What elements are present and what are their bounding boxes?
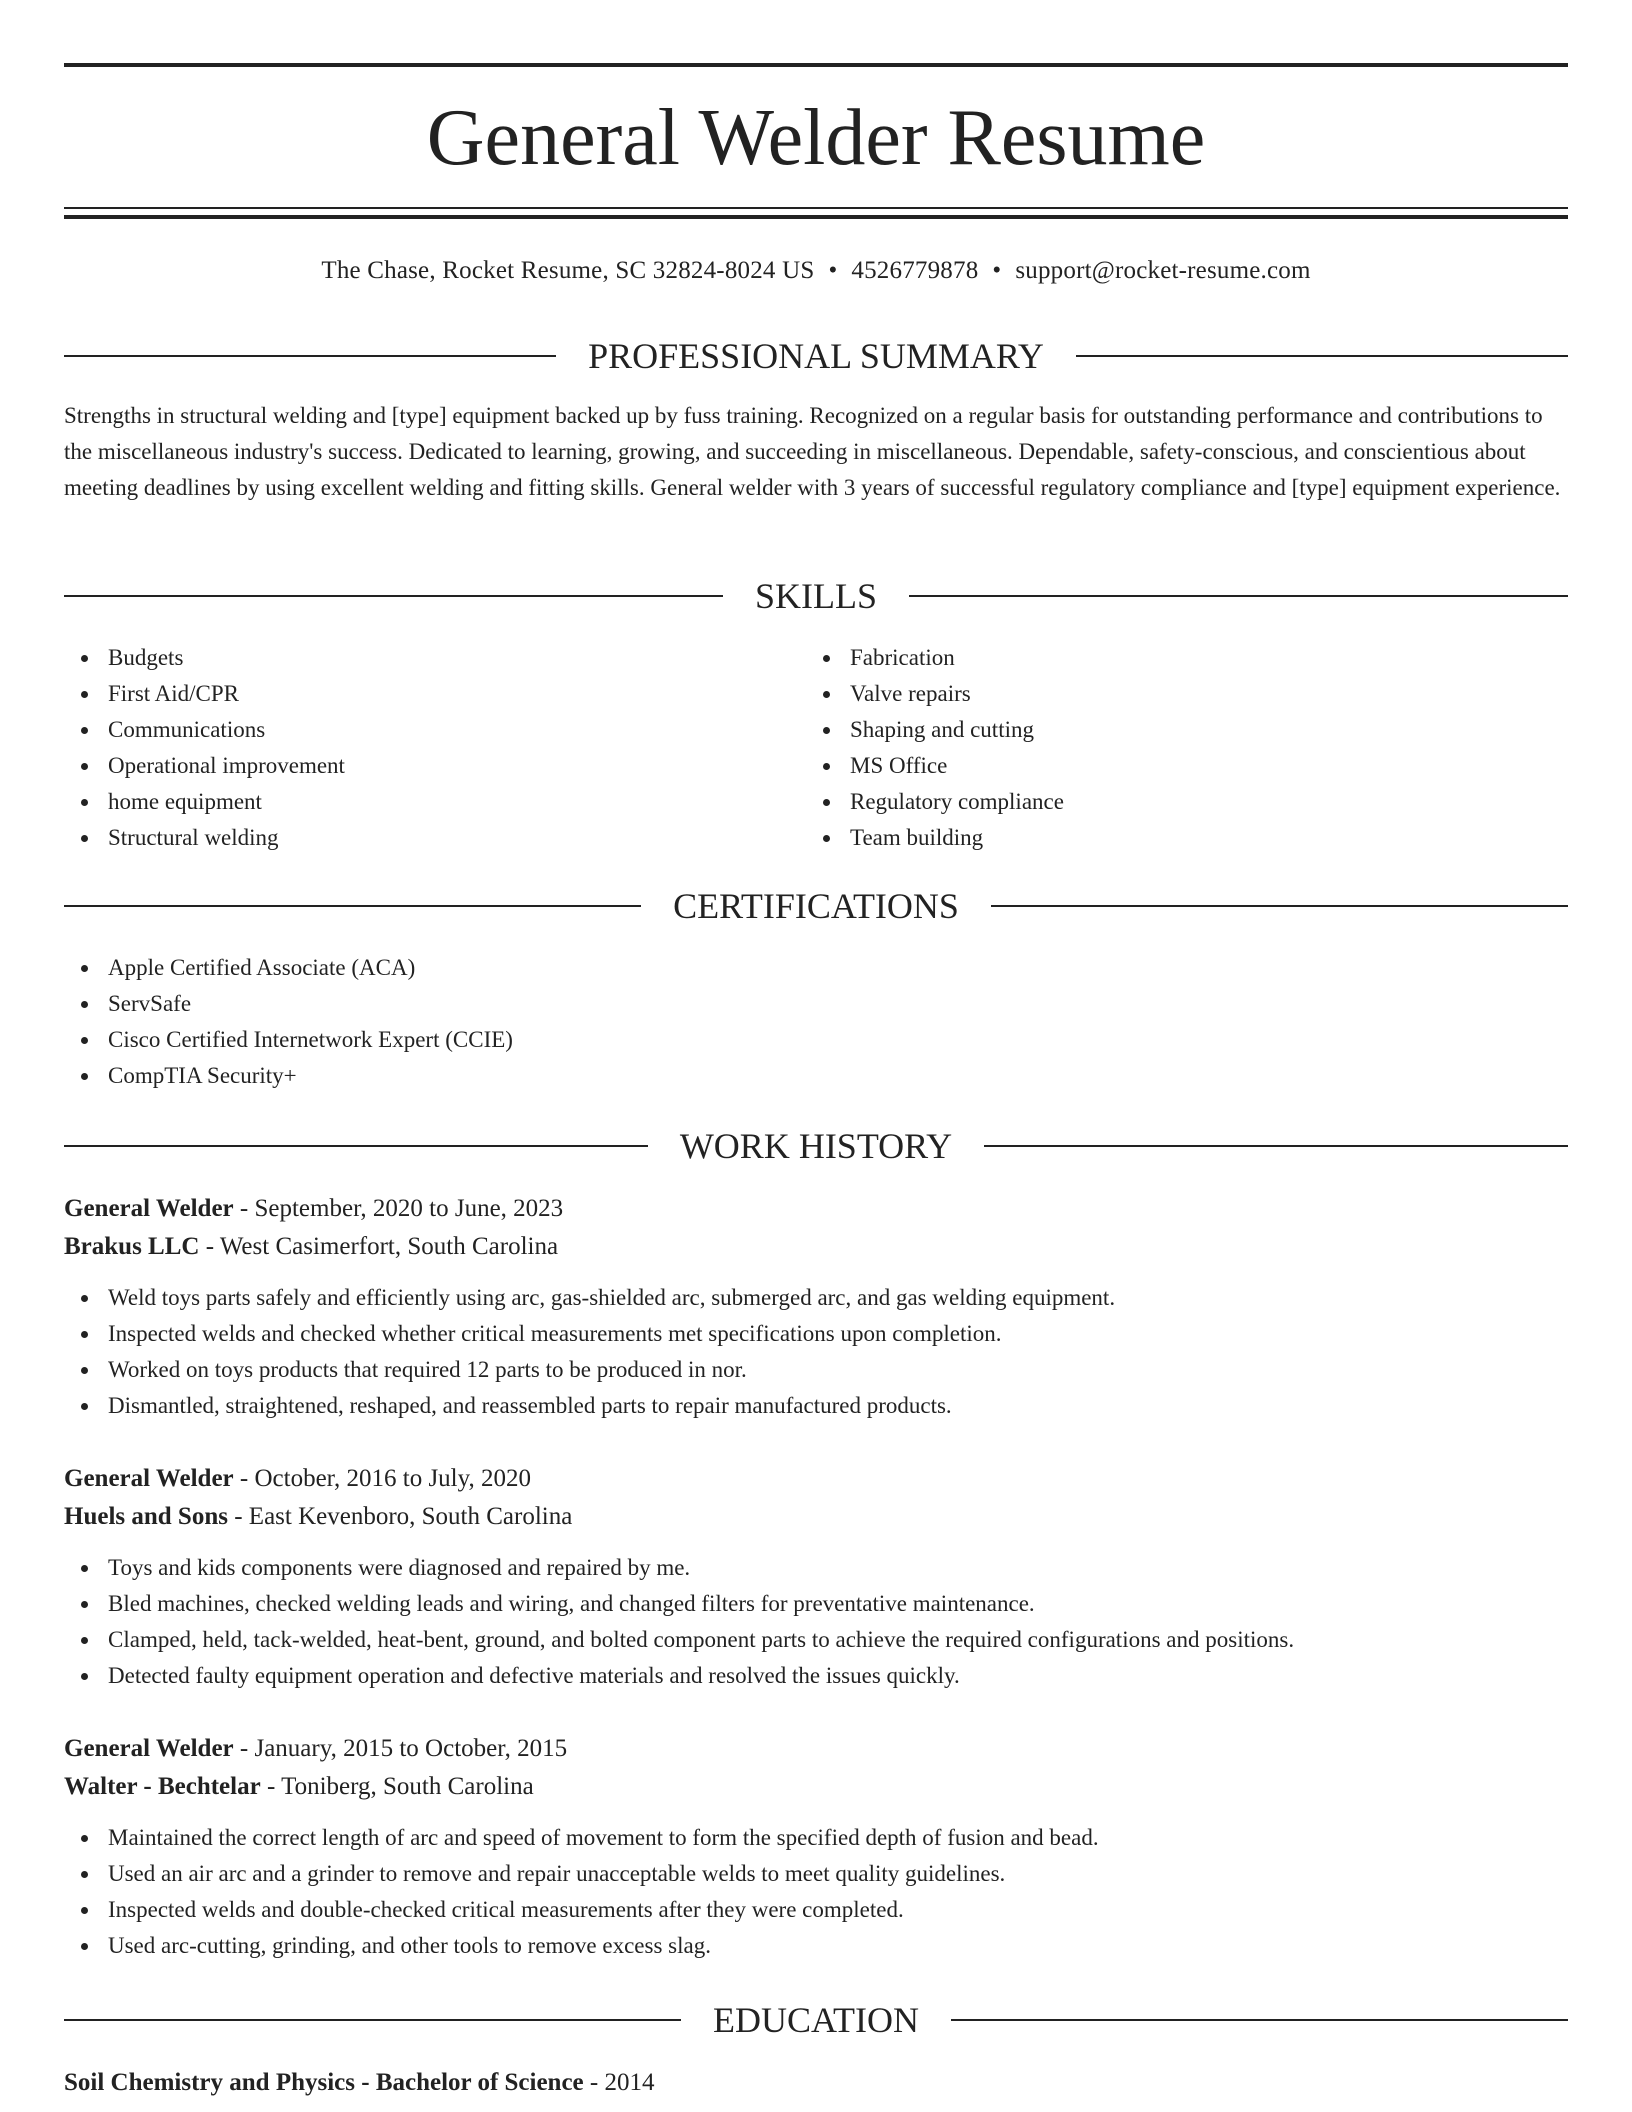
job-location: - Toniberg, South Carolina bbox=[260, 1773, 534, 1800]
contact-separator: • bbox=[992, 257, 1002, 284]
job-duties-list bbox=[64, 1820, 1568, 1964]
section-heading-work-history bbox=[64, 1124, 1568, 1168]
section-title: EDUCATION bbox=[713, 2000, 919, 2040]
job-dates: - January, 2015 to October, 2015 bbox=[233, 1735, 568, 1762]
section-heading-skills bbox=[64, 574, 1568, 618]
job-title: General Welder bbox=[64, 1465, 234, 1492]
job-company: Huels and Sons bbox=[64, 1503, 228, 1530]
job-duty: Bled machines, checked welding leads and wiring, and changed filters for preventative maintenance. bbox=[64, 1586, 1568, 1622]
heading-rule bbox=[951, 2019, 1568, 2021]
heading-rule bbox=[991, 905, 1568, 907]
heading-rule bbox=[64, 905, 641, 907]
section-heading-certifications bbox=[64, 884, 1568, 928]
education-degree: Soil Chemistry and Physics - Bachelor of Science bbox=[64, 2069, 584, 2096]
skill-item: Regulatory compliance bbox=[806, 784, 1506, 820]
job-duty: Used arc-cutting, grinding, and other tools to remove excess slag. bbox=[64, 1928, 1568, 1964]
job-title-line bbox=[64, 1730, 1568, 1768]
skill-item: Shaping and cutting bbox=[806, 712, 1506, 748]
job-title-line bbox=[64, 1190, 1568, 1228]
section-heading-education bbox=[64, 1998, 1568, 2042]
contact-phone: 4526779878 bbox=[851, 257, 979, 284]
skill-item: Operational improvement bbox=[64, 748, 764, 784]
job-duty: Dismantled, straightened, reshaped, and reassembled parts to repair manufactured products. bbox=[64, 1388, 1568, 1424]
section-title: CERTIFICATIONS bbox=[673, 886, 959, 926]
job-entry bbox=[64, 1460, 1568, 1694]
summary-text: Strengths in structural welding and [type] equipment backed up by fuss training. Recognized on a regular basis for outstanding performance and contributions to the miscellaneous industry's success. Dedicated to learning, growing, and succeeding in miscellaneous. Dependable, safety-conscious, and conscientious about meeting deadlines by using excellent welding and fitting skills. General welder with 3 years of successful regulatory compliance and [type] equipment experience. bbox=[64, 403, 1561, 500]
heading-rule bbox=[64, 2019, 681, 2021]
job-duty: Used an air arc and a grinder to remove and repair unacceptable welds to meet quality guidelines. bbox=[64, 1856, 1568, 1892]
section-title: PROFESSIONAL SUMMARY bbox=[588, 336, 1044, 376]
job-company: Walter - Bechtelar bbox=[64, 1773, 261, 1800]
job-duty: Toys and kids components were diagnosed and repaired by me. bbox=[64, 1550, 1568, 1586]
top-rule bbox=[64, 63, 1568, 67]
certification-item: Apple Certified Associate (ACA) bbox=[64, 950, 1064, 986]
education-year: - 2014 bbox=[583, 2069, 655, 2096]
contact-line bbox=[64, 254, 1568, 288]
title-rule-thick bbox=[64, 215, 1568, 219]
job-company-line bbox=[64, 1768, 1568, 1806]
job-title: General Welder bbox=[64, 1735, 234, 1762]
job-duty: Inspected welds and double-checked critical measurements after they were completed. bbox=[64, 1892, 1568, 1928]
title-rule-thin bbox=[64, 207, 1568, 209]
job-company-line bbox=[64, 1498, 1568, 1536]
certification-item: CompTIA Security+ bbox=[64, 1058, 1064, 1094]
skill-item: First Aid/CPR bbox=[64, 676, 764, 712]
education-entry bbox=[64, 2064, 654, 2102]
skill-item: Team building bbox=[806, 820, 1506, 856]
skill-item: home equipment bbox=[64, 784, 764, 820]
job-dates: - October, 2016 to July, 2020 bbox=[233, 1465, 531, 1492]
contact-address: The Chase, Rocket Resume, SC 32824-8024 US bbox=[321, 257, 815, 284]
resume-title: General Welder Resume bbox=[426, 94, 1206, 182]
certification-item: ServSafe bbox=[64, 986, 1064, 1022]
heading-rule bbox=[64, 355, 556, 357]
certifications-list bbox=[64, 950, 1064, 1094]
skills-list-left bbox=[64, 640, 764, 856]
job-duty: Maintained the correct length of arc and speed of movement to form the specified depth of fusion and bead. bbox=[64, 1820, 1568, 1856]
job-title-line bbox=[64, 1460, 1568, 1498]
job-duty: Detected faulty equipment operation and defective materials and resolved the issues quickly. bbox=[64, 1658, 1568, 1694]
skills-list-right bbox=[806, 640, 1506, 856]
skill-item: MS Office bbox=[806, 748, 1506, 784]
job-location: - West Casimerfort, South Carolina bbox=[199, 1233, 559, 1260]
certification-item: Cisco Certified Internetwork Expert (CCIE) bbox=[64, 1022, 1064, 1058]
contact-separator: • bbox=[828, 257, 838, 284]
job-location: - East Kevenboro, South Carolina bbox=[227, 1503, 573, 1530]
section-title: SKILLS bbox=[755, 576, 878, 616]
job-duty: Worked on toys products that required 12 parts to be produced in nor. bbox=[64, 1352, 1568, 1388]
heading-rule bbox=[909, 595, 1568, 597]
job-entry bbox=[64, 1730, 1568, 1964]
heading-rule bbox=[64, 595, 723, 597]
heading-rule bbox=[984, 1145, 1568, 1147]
job-dates: - September, 2020 to June, 2023 bbox=[233, 1195, 564, 1222]
skill-item: Budgets bbox=[64, 640, 764, 676]
section-heading-summary bbox=[64, 334, 1568, 378]
heading-rule bbox=[64, 1145, 648, 1147]
contact-email: support@rocket-resume.com bbox=[1015, 257, 1311, 284]
skill-item: Structural welding bbox=[64, 820, 764, 856]
job-company-line bbox=[64, 1228, 1568, 1266]
job-title: General Welder bbox=[64, 1195, 234, 1222]
job-company: Brakus LLC bbox=[64, 1233, 200, 1260]
section-title: WORK HISTORY bbox=[679, 1126, 953, 1166]
job-duty: Weld toys parts safely and efficiently using arc, gas-shielded arc, submerged arc, and gas welding equipment. bbox=[64, 1280, 1568, 1316]
job-duties-list bbox=[64, 1280, 1568, 1424]
skill-item: Valve repairs bbox=[806, 676, 1506, 712]
job-duty: Clamped, held, tack-welded, heat-bent, ground, and bolted component parts to achieve the required configurations and positions. bbox=[64, 1622, 1568, 1658]
job-duties-list bbox=[64, 1550, 1568, 1694]
skill-item: Fabrication bbox=[806, 640, 1506, 676]
job-duty: Inspected welds and checked whether critical measurements met specifications upon completion. bbox=[64, 1316, 1568, 1352]
job-entry bbox=[64, 1190, 1568, 1424]
heading-rule bbox=[1076, 355, 1568, 357]
skill-item: Communications bbox=[64, 712, 764, 748]
